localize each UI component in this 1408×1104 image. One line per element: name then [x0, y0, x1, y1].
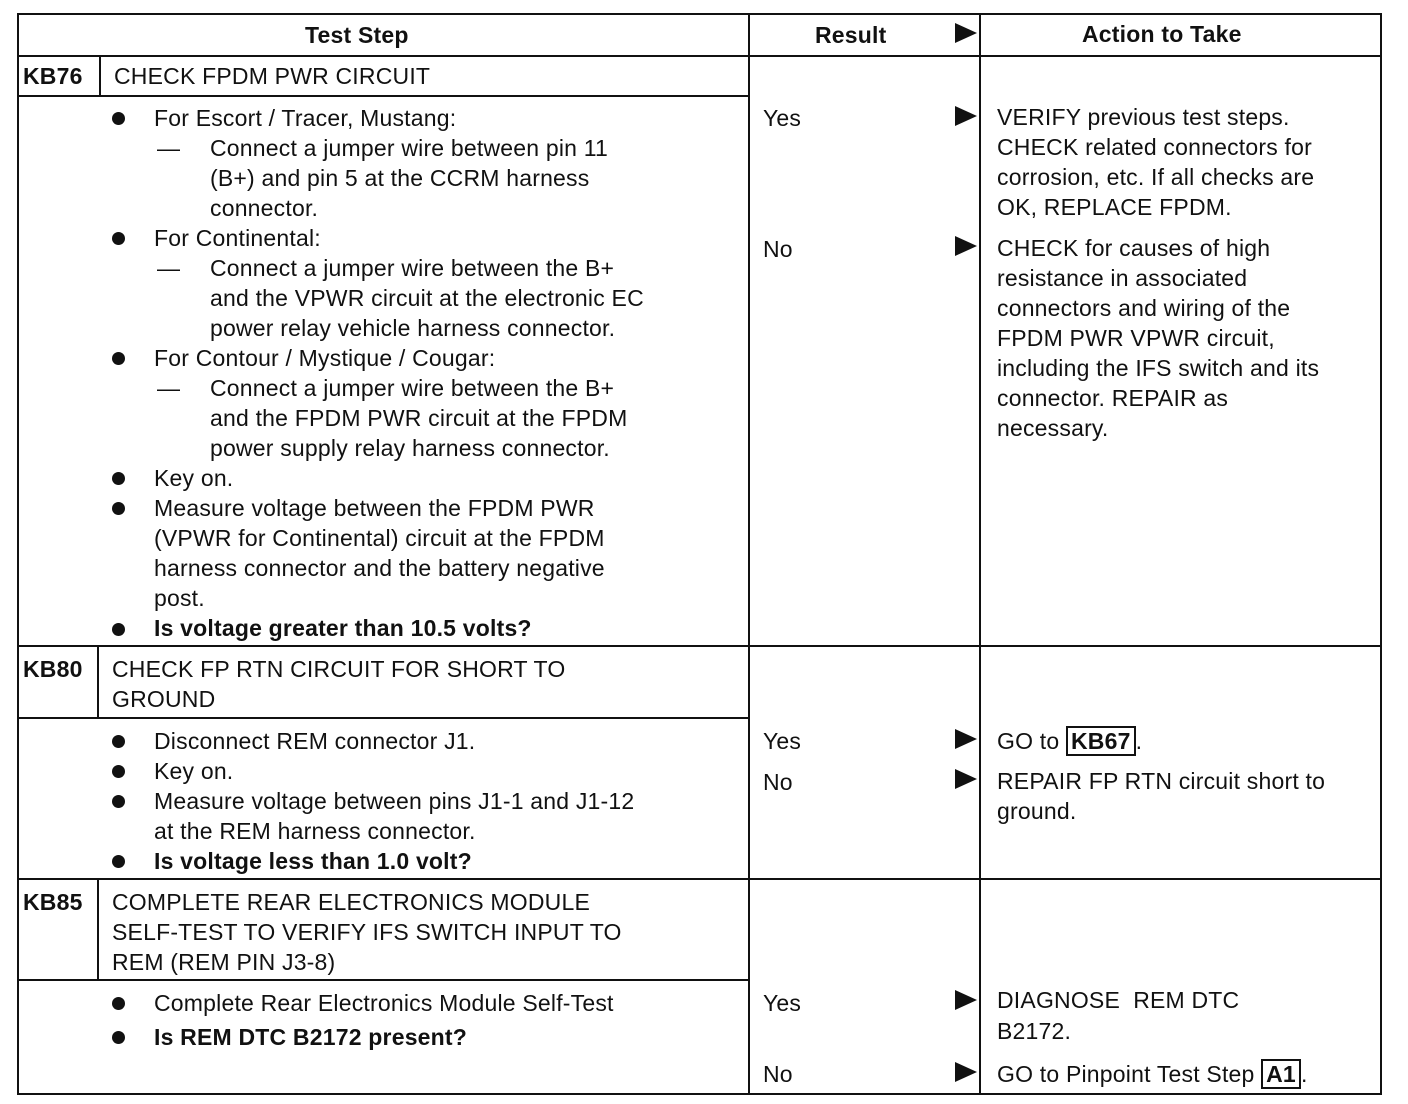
arrow-icon: [955, 106, 977, 126]
bullet-icon: [112, 735, 125, 748]
header-arrow-icon: [955, 23, 977, 43]
a1-reference-link[interactable]: A1: [1261, 1059, 1301, 1089]
dash-icon: —: [157, 375, 181, 401]
bullet-icon: [112, 112, 125, 125]
kb76-line: (B+) and pin 5 at the CCRM harness: [210, 165, 590, 191]
kb76-line: For Contour / Mystique / Cougar:: [154, 345, 496, 371]
kb76-result-no: No: [763, 236, 793, 262]
kb67-reference-link[interactable]: KB67: [1066, 726, 1136, 756]
result-column-divider: [748, 13, 750, 1095]
header-test-step: Test Step: [305, 22, 409, 48]
bullet-icon: [112, 472, 125, 485]
step-id-kb76: KB76: [23, 63, 83, 89]
bullet-icon: [112, 765, 125, 778]
arrow-icon: [955, 769, 977, 789]
kb80-action-yes: [997, 726, 1142, 756]
kb76-action-yes: corrosion, etc. If all checks are: [997, 164, 1315, 190]
kb76-action-no: CHECK for causes of high: [997, 235, 1271, 261]
bullet-icon: [112, 795, 125, 808]
step-id-kb80: KB80: [23, 656, 83, 682]
kb76-action-yes: OK, REPLACE FPDM.: [997, 194, 1232, 220]
kb76-line: post.: [154, 585, 205, 611]
kb80-id-divider: [97, 645, 99, 719]
kb76-action-no: including the IFS switch and its: [997, 355, 1320, 381]
row-divider-kb85: [17, 878, 1382, 880]
kb80-line: Measure voltage between pins J1-1 and J1-12: [154, 788, 635, 814]
kb76-action-no: connector. REPAIR as: [997, 385, 1229, 411]
kb80-action-yes-prefix: GO to: [997, 728, 1060, 754]
kb85-action-no-prefix: GO to Pinpoint Test Step: [997, 1061, 1255, 1087]
kb76-line: Key on.: [154, 465, 234, 491]
kb80-result-yes: Yes: [763, 728, 802, 754]
kb76-line: and the VPWR circuit at the electronic EC: [210, 285, 644, 311]
kb76-id-divider: [99, 55, 101, 97]
kb80-line: Disconnect REM connector J1.: [154, 728, 476, 754]
table-bottom-border: [17, 1093, 1382, 1095]
kb76-line: Connect a jumper wire between the B+: [210, 255, 615, 281]
kb85-action-yes: B2172.: [997, 1018, 1072, 1044]
action-column-divider: [979, 13, 981, 1095]
kb85-action-no: [997, 1059, 1308, 1089]
kb76-line: connector.: [210, 195, 319, 221]
bullet-icon: [112, 623, 125, 636]
kb85-question: Is REM DTC B2172 present?: [154, 1024, 468, 1050]
arrow-icon: [955, 729, 977, 749]
kb76-line: For Continental:: [154, 225, 321, 251]
dash-icon: —: [157, 135, 181, 161]
dash-icon: —: [157, 255, 181, 281]
header-result: Result: [815, 22, 887, 48]
bullet-icon: [112, 997, 125, 1010]
row-divider-kb80: [17, 645, 1382, 647]
arrow-icon: [955, 990, 977, 1010]
kb85-title-divider: [17, 979, 750, 981]
kb76-line: Measure voltage between the FPDM PWR: [154, 495, 595, 521]
kb80-action-yes-suffix: .: [1135, 728, 1143, 754]
table-top-border: [17, 13, 1382, 15]
arrow-icon: [955, 1062, 977, 1082]
kb85-result-no: No: [763, 1061, 793, 1087]
bullet-icon: [112, 502, 125, 515]
arrow-icon: [955, 236, 977, 256]
header-action: Action to Take: [1082, 21, 1242, 47]
header-divider: [17, 55, 1382, 57]
kb85-id-divider: [97, 878, 99, 981]
kb76-line: and the FPDM PWR circuit at the FPDM: [210, 405, 628, 431]
kb76-action-no: resistance in associated: [997, 265, 1248, 291]
kb76-action-yes: VERIFY previous test steps.: [997, 104, 1290, 130]
bullet-icon: [112, 855, 125, 868]
kb80-title-divider: [17, 717, 750, 719]
kb76-line: power relay vehicle harness connector.: [210, 315, 616, 341]
kb76-action-no: necessary.: [997, 415, 1109, 441]
kb76-action-no: connectors and wiring of the: [997, 295, 1291, 321]
kb76-line: power supply relay harness connector.: [210, 435, 610, 461]
kb76-line: Connect a jumper wire between the B+: [210, 375, 615, 401]
kb76-line: harness connector and the battery negative: [154, 555, 605, 581]
kb80-line: Key on.: [154, 758, 234, 784]
kb80-result-no: No: [763, 769, 793, 795]
step-title-kb85: SELF-TEST TO VERIFY IFS SWITCH INPUT TO: [112, 919, 622, 945]
table-left-border: [17, 13, 19, 1095]
kb76-question: Is voltage greater than 10.5 volts?: [154, 615, 532, 641]
step-title-kb85: REM (REM PIN J3-8): [112, 949, 336, 975]
kb76-result-yes: Yes: [763, 105, 802, 131]
bullet-icon: [112, 1031, 125, 1044]
kb85-action-yes: DIAGNOSE REM DTC: [997, 987, 1240, 1013]
step-title-kb85: COMPLETE REAR ELECTRONICS MODULE: [112, 889, 590, 915]
kb85-action-no-suffix: .: [1300, 1061, 1308, 1087]
kb76-line: Connect a jumper wire between pin 11: [210, 135, 608, 161]
step-title-kb80: GROUND: [112, 686, 216, 712]
kb76-title-divider: [17, 95, 750, 97]
bullet-icon: [112, 352, 125, 365]
kb80-action-no: ground.: [997, 798, 1077, 824]
kb80-action-no: REPAIR FP RTN circuit short to: [997, 768, 1326, 794]
kb85-result-yes: Yes: [763, 990, 802, 1016]
kb76-line: (VPWR for Continental) circuit at the FPDM: [154, 525, 605, 551]
kb76-action-no: FPDM PWR VPWR circuit,: [997, 325, 1275, 351]
kb80-line: at the REM harness connector.: [154, 818, 476, 844]
step-title-kb76: CHECK FPDM PWR CIRCUIT: [114, 63, 431, 89]
kb85-line: Complete Rear Electronics Module Self-Test: [154, 990, 614, 1016]
kb76-action-yes: CHECK related connectors for: [997, 134, 1312, 160]
kb76-line: For Escort / Tracer, Mustang:: [154, 105, 457, 131]
table-right-border: [1380, 13, 1382, 1095]
bullet-icon: [112, 232, 125, 245]
step-id-kb85: KB85: [23, 889, 83, 915]
step-title-kb80: CHECK FP RTN CIRCUIT FOR SHORT TO: [112, 656, 566, 682]
kb80-question: Is voltage less than 1.0 volt?: [154, 848, 472, 874]
